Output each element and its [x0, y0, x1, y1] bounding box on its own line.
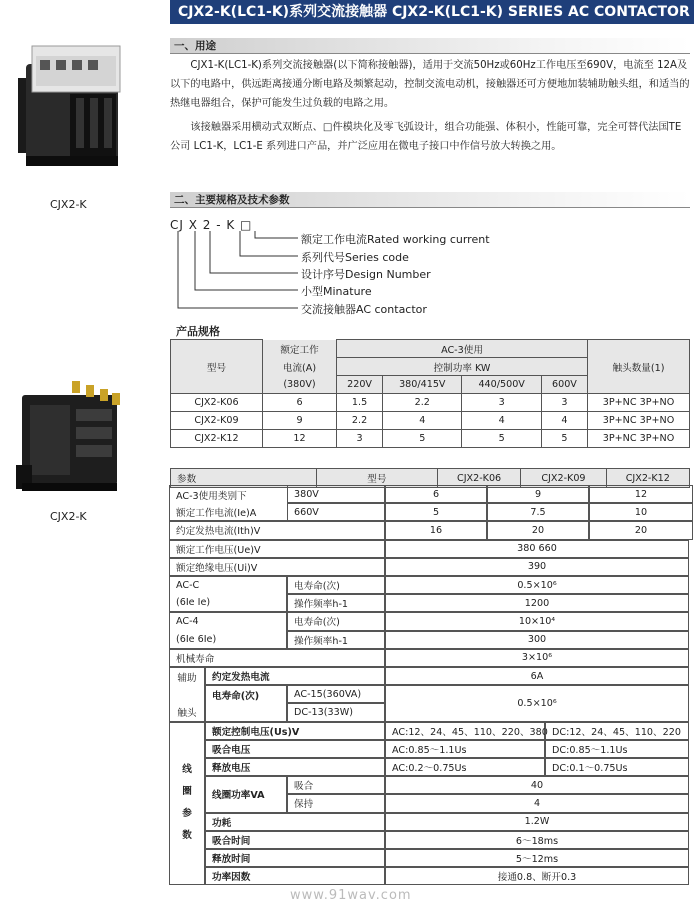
table-cell: 380 660 [385, 540, 689, 558]
table-cell: 电寿命(次) [287, 612, 385, 630]
th-param: 参数 [171, 469, 317, 488]
parameter-table-body [170, 486, 690, 886]
cell: 2.2 [383, 394, 462, 412]
table-cell: DC:0.1～0.75Us [545, 758, 689, 776]
table-cell: 5 [385, 503, 487, 521]
coil-label-char: 参 [182, 808, 192, 820]
th-contacts: 触头数量(1) [588, 340, 690, 394]
contactor-image-top [10, 28, 135, 178]
th-model-2: 型号 [316, 469, 437, 488]
table-row [171, 394, 690, 412]
table-cell: AC-3使用类别下 [169, 485, 385, 503]
page-title: CJX2-K(LC1-K)系列交流接触器 CJX2-K(LC1-K) SERIES AC CONTACTOR [170, 0, 694, 24]
model-label-ac: 交流接触器AC contactor [301, 303, 427, 316]
table-cell [169, 685, 205, 703]
image-caption-1: CJX2-K [50, 198, 87, 211]
table-row [171, 412, 690, 430]
table-cell: 功耗 [205, 813, 385, 831]
cell: 4 [462, 412, 541, 430]
table-cell: 保持 [287, 794, 385, 812]
contactor-image-bottom [12, 375, 137, 505]
table-cell [205, 703, 287, 721]
table-cell: 10 [589, 503, 693, 521]
table-cell: 功率因数 [205, 867, 385, 885]
table-cell [169, 722, 205, 886]
cell: 5 [541, 430, 587, 448]
model-label-design: 设计序号Design Number [301, 268, 431, 281]
th-model: 型号 [171, 340, 263, 394]
th-current: 额定工作 [263, 340, 337, 358]
cell: 4 [383, 412, 462, 430]
th-voltage: 220V [337, 376, 383, 394]
table-cell: 吸合电压 [205, 740, 385, 758]
table-cell: 吸合时间 [205, 831, 385, 849]
table-cell: 380V [287, 485, 385, 503]
th-voltage: 380/415V [383, 376, 462, 394]
spec-title: 产品规格 [176, 325, 220, 338]
table-cell: 3×10⁶ [385, 649, 689, 667]
th-model-k06: CJX2-K06 [438, 469, 521, 487]
th-model-k12: CJX2-K12 [625, 472, 670, 484]
table-cell: 触头 [169, 703, 205, 721]
watermark: www.91wav.com [290, 888, 412, 903]
section-heading-specs: 二、主要规格及技术参数 [170, 192, 690, 208]
coil-label-char: 圈 [182, 786, 192, 798]
table-cell: 10×10⁴ [385, 612, 689, 630]
table-cell: 接通0.8、断开0.3 [385, 867, 689, 885]
cell: CJX2-K12 [171, 430, 263, 448]
model-label-current: 额定工作电流Rated working current [301, 233, 490, 246]
model-label-series: 系列代号Series code [301, 251, 409, 264]
table-cell: 6A [385, 667, 689, 685]
table-cell: 机械寿命 [169, 649, 385, 667]
table-cell: 1200 [385, 594, 689, 612]
th-voltage: 440/500V [462, 376, 541, 394]
th-voltage: 600V [541, 376, 587, 394]
table-cell: 0.5×10⁶ [385, 576, 689, 594]
table-cell: 额定绝缘电压(Ui)V [169, 558, 385, 576]
cell: 6 [263, 394, 337, 412]
image-caption-2: CJX2-K [50, 510, 87, 523]
table-cell: 电寿命(次) [205, 685, 287, 703]
th-power: 控制功率 KW [337, 358, 588, 376]
table-cell: 操作频率h-1 [287, 631, 385, 649]
table-cell: 0.5×10⁶ [385, 685, 689, 721]
table-cell: DC-13(33W) [287, 703, 385, 721]
table-cell: 6 [385, 485, 487, 503]
cell: CJX2-K06 [171, 394, 263, 412]
cell: 5 [383, 430, 462, 448]
model-code-leader-lines [170, 228, 310, 318]
table-cell: 390 [385, 558, 689, 576]
table-cell: 释放电压 [205, 758, 385, 776]
th-current-2: 电流(A) [263, 358, 337, 376]
cell: 12 [263, 430, 337, 448]
section-heading-usage: 一、用途 [170, 38, 690, 54]
table-cell: 12 [589, 485, 693, 503]
model-code: CJ X 2 - K □ [170, 218, 253, 232]
coil-label-char: 数 [182, 830, 192, 842]
table-cell: 释放时间 [205, 849, 385, 867]
table-cell: 20 [487, 521, 589, 539]
spec-table [170, 339, 690, 448]
table-cell: 6～18ms [385, 831, 689, 849]
table-cell: 约定发热电流 [205, 667, 385, 685]
table-cell: 额定工作电压(Ue)V [169, 540, 385, 558]
table-cell: AC-C [169, 576, 287, 594]
table-cell: 40 [385, 776, 689, 794]
table-cell: AC-4 [169, 612, 287, 630]
th-ac3: AC-3使用 [337, 340, 588, 358]
table-cell: 电寿命(次) [287, 576, 385, 594]
th-current-3: (380V) [263, 376, 337, 394]
table-cell: 4 [385, 794, 689, 812]
table-cell: AC:12、24、45、110、220、380 [385, 722, 545, 740]
cell: 3P+NC 3P+NO [588, 412, 690, 430]
table-cell: 20 [589, 521, 693, 539]
model-label-mini: 小型Minature [301, 285, 372, 298]
table-row [171, 430, 690, 448]
cell: 3 [541, 394, 587, 412]
table-cell: 660V [287, 503, 385, 521]
cell: 3P+NC 3P+NO [588, 394, 690, 412]
table-cell: (6Ie 6Ie) [169, 631, 287, 649]
cell: 5 [462, 430, 541, 448]
cell: CJX2-K09 [171, 412, 263, 430]
table-cell: 辅助 [169, 667, 205, 685]
usage-paragraph-1: CJX1-K(LC1-K)系列交流接触器(以下简称接触器)，适用于交流50Hz或60Hz工作电压至690V，电流至 12A及以下的电路中，供远距离接通分断电路及频繁起动，控制交流电动机，接触器还可方便地加装辅助触头组，和适当的热继电器组合，保护可能发生过负载的电路之用。 [170, 60, 690, 109]
cell: 4 [541, 412, 587, 430]
table-cell: 约定发热电流(Ith)V [169, 521, 385, 539]
table-cell: 吸合 [287, 776, 385, 794]
table-cell: 16 [385, 521, 487, 539]
cell: 1.5 [337, 394, 383, 412]
table-cell: 线圈功率VA [205, 776, 287, 812]
th-model-k09: CJX2-K09 [521, 469, 606, 487]
usage-paragraph-2: 该接触器采用横动式双断点、□件模块化及零飞弧设计，组合功能强、体积小，性能可靠，完全可替代法国TE公司 LC1-K，LC1-E 系列进口产品，并广泛应用在微电子接口中作信号放大转换之用。 [170, 122, 682, 152]
table-cell: DC:0.85～1.1Us [545, 740, 689, 758]
table-cell: DC:12、24、45、110、220 [545, 722, 689, 740]
cell: 9 [263, 412, 337, 430]
table-cell: 9 [487, 485, 589, 503]
cell: 3P+NC 3P+NO [588, 430, 690, 448]
table-cell: 额定工作电流(Ie)A [169, 503, 385, 521]
table-cell: 7.5 [487, 503, 589, 521]
table-cell: 1.2W [385, 813, 689, 831]
cell: 2.2 [337, 412, 383, 430]
table-cell: AC:0.2～0.75Us [385, 758, 545, 776]
coil-label-char: 线 [182, 764, 192, 776]
table-cell: AC:0.85～1.1Us [385, 740, 545, 758]
cell: 3 [462, 394, 541, 412]
table-cell: 额定控制电压(Us)V [205, 722, 385, 740]
table-cell: 操作频率h-1 [287, 594, 385, 612]
table-cell: AC-15(360VA) [287, 685, 385, 703]
table-cell: 5～12ms [385, 849, 689, 867]
table-cell: (6Ie Ie) [169, 594, 287, 612]
cell: 3 [337, 430, 383, 448]
table-cell: 300 [385, 631, 689, 649]
